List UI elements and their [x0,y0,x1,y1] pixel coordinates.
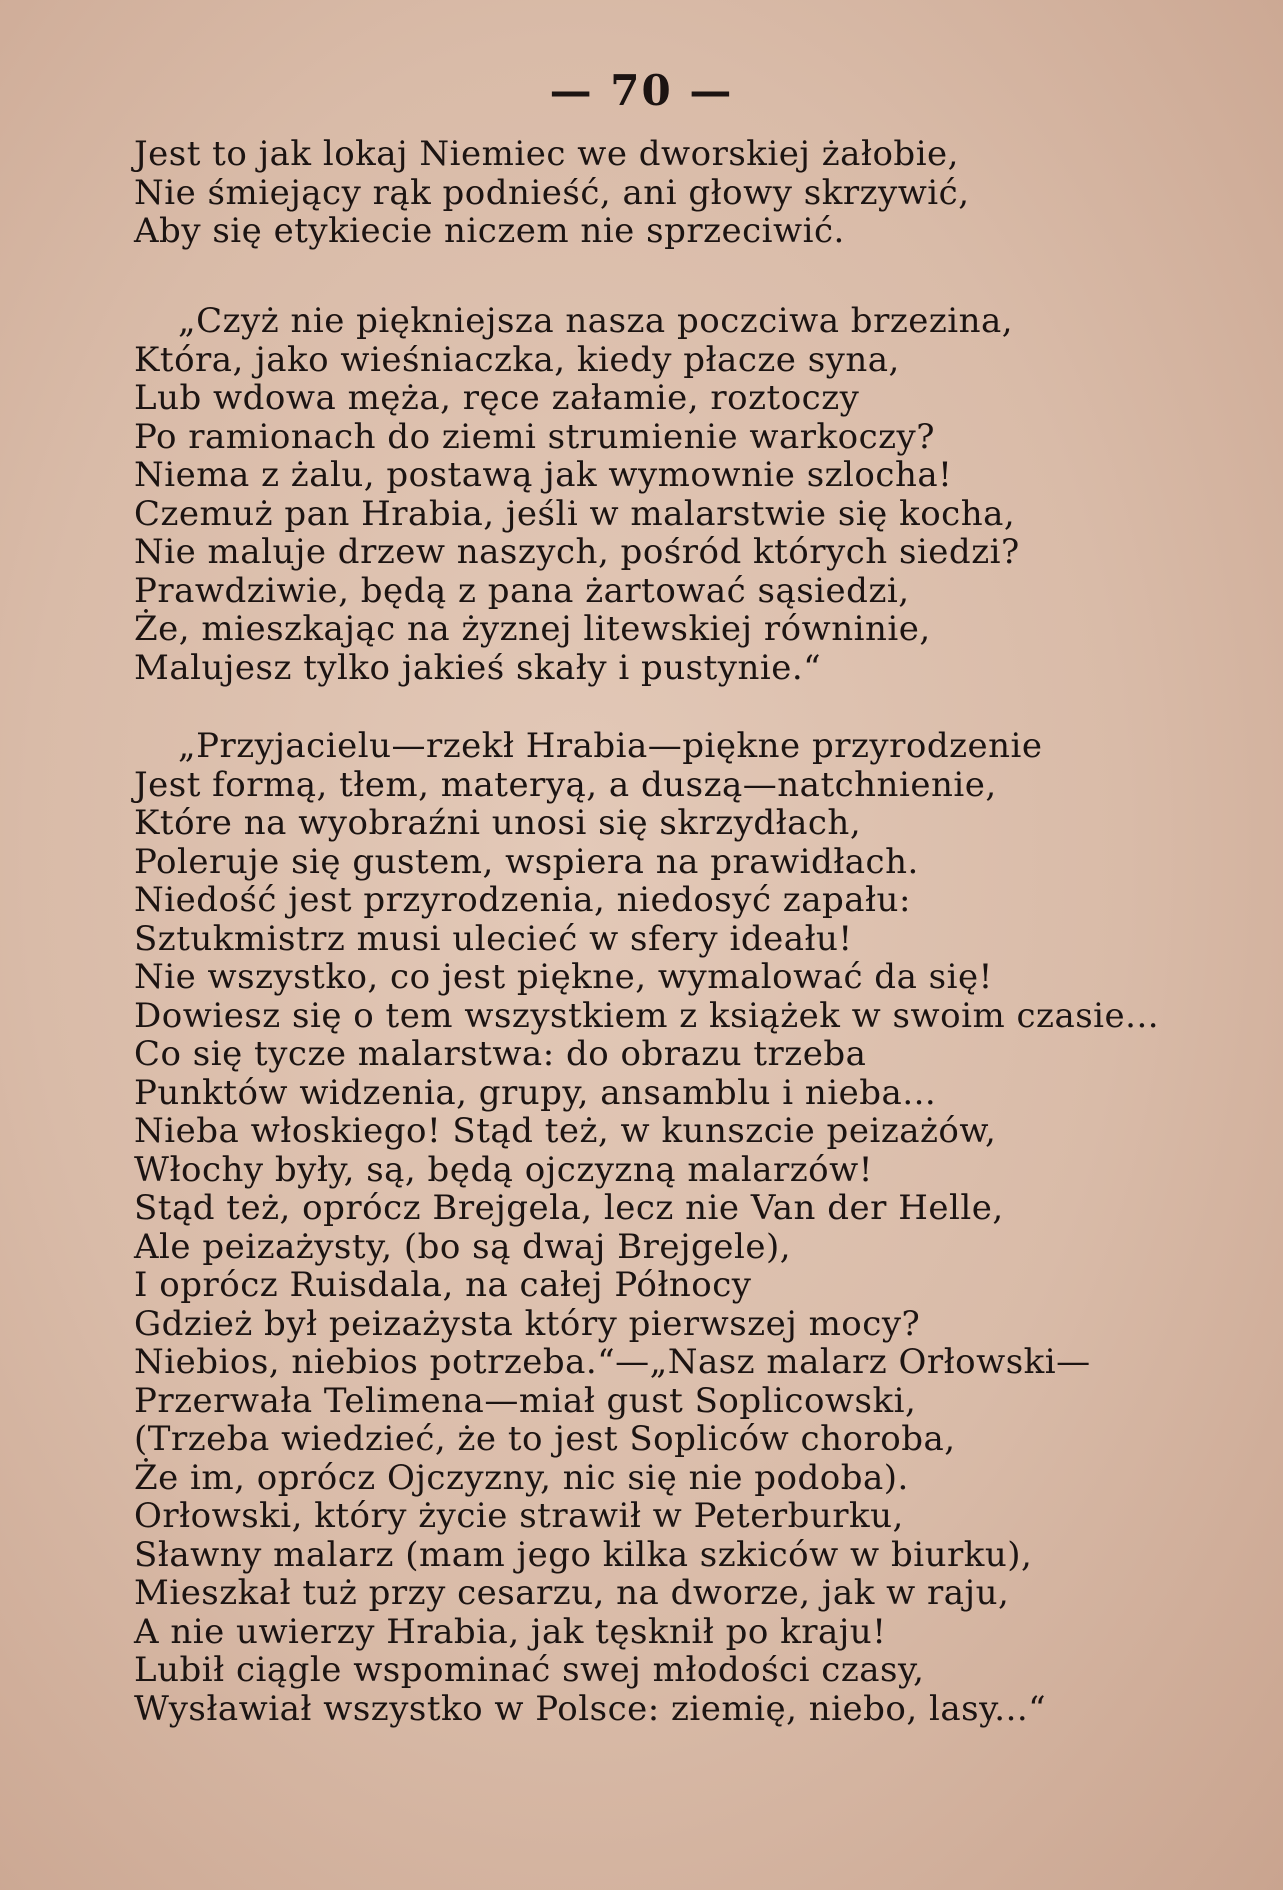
poem-line: Sławny malarz (mam jego kilka szkiców w biurku), [134,1534,1033,1575]
poem-line: Sztukmistrz musi ulecieć w sfery ideału! [134,918,853,959]
poem-line: Poleruje się gustem, wspiera na prawidłach. [134,841,919,882]
poem-line: Która, jako wieśniaczka, kiedy płacze syna, [134,339,900,380]
poem-line: Lubił ciągle wspominać swej młodości czasy, [134,1650,925,1690]
poem-line: Niedość jest przyrodzenia, niedosyć zapału: [134,880,911,920]
poem-line: Jest to jak lokaj Niemiec we dworskiej żałobie, [134,134,959,174]
poem-line: „Czyż nie piękniejsza nasza poczciwa brzezina, [178,301,1014,341]
stanza [134,302,1254,687]
poem-line: Niebios, niebios potrzeba.“—„Nasz malarz Orłowski— [134,1342,1091,1382]
stanza [134,135,1254,251]
poem-line: „Przyjacielu—rzekł Hrabia—piękne przyrodzenie [178,726,1043,766]
poem-line: Aby się etykiecie niczem nie sprzeciwić. [134,211,845,251]
poem-line: Nie wszystko, co jest piękne, wymalować da się! [134,957,993,997]
poem-line: Ale peizażysty, (bo są dwaj Brejgele), [134,1226,792,1267]
poem-line: A nie uwierzy Hrabia, jak tęsknił po kraju! [134,1611,887,1652]
stanza [134,727,1254,1728]
poem-line: Punktów widzenia, grupy, ansamblu i nieba... [134,1072,937,1113]
poem-line: Że im, oprócz Ojczyzny, nic się nie podoba). [134,1457,909,1498]
poem-line: (Trzeba wiedzieć, że to jest Sopliców choroba, [134,1419,956,1459]
poem-line: Włochy były, są, będą ojczyzną malarzów! [134,1149,873,1190]
poem-line: Nieba włoskiego! Stąd też, w kunszcie peizażów, [134,1111,997,1151]
poem-line: Czemuż pan Hrabia, jeśli w malarstwie się kocha, [134,493,1016,534]
page-number: — 70 — [549,66,734,115]
poem-line: Nie maluje drzew naszych, pośród których siedzi? [134,532,1020,572]
poem-line: Niema z żalu, postawą jak wymownie szlocha! [134,455,953,495]
poem-line: Prawdziwie, będą z pana żartować sąsiedzi, [134,570,910,611]
poem-line: Co się tycze malarstwa: do obrazu trzeba [134,1034,867,1074]
poem-line: Malujesz tylko jakieś skały i pustynie.“ [134,647,822,688]
poem-line: Lub wdowa męża, ręce załamie, roztoczy [134,378,860,418]
poem-line: Jest formą, tłem, materyą, a duszą—natchnienie, [134,764,997,805]
poem-line: Które na wyobraźni unosi się skrzydłach, [134,803,862,843]
poem-line: Orłowski, który życie strawił w Peterburku, [134,1496,904,1536]
poem-line: Dowiesz się o tem wszystkiem z książek w swoim czasie... [134,995,1160,1036]
poem-line: Nie śmiejący rąk podnieść, ani głowy skrzywić, [134,172,970,213]
poem-line: Gdzież był peizażysta który pierwszej mocy? [134,1303,921,1344]
poem-line: Stąd też, oprócz Brejgela, lecz nie Van der Helle, [134,1188,1004,1228]
poem-line: Że, mieszkając na żyznej litewskiej równinie, [134,609,931,649]
poem-line: Mieszkał tuż przy cesarzu, na dworze, jak w raju, [134,1573,1010,1613]
poem-line: Po ramionach do ziemi strumienie warkoczy? [134,416,935,457]
poem-line: Przerwała Telimena—miał gust Soplicowski, [134,1380,917,1421]
poem-line: I oprócz Ruisdala, na całej Północy [134,1265,752,1305]
poem-line: Wysławiał wszystko w Polsce: ziemię, niebo, lasy...“ [134,1688,1047,1729]
